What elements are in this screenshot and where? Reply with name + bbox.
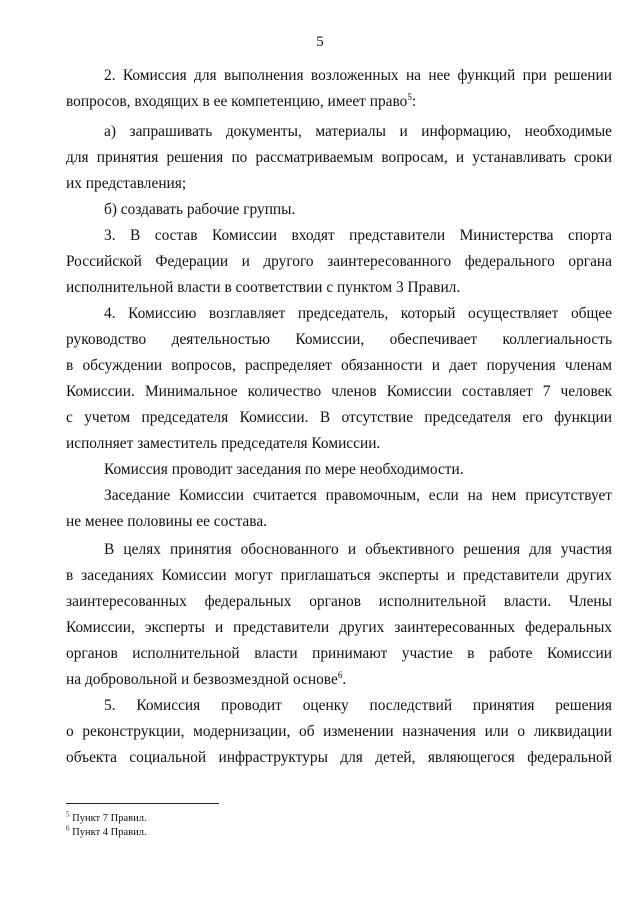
- paragraph-line: 3. В состав Комиссии входят представители Министерства спорта: [104, 227, 612, 244]
- paragraph-line: в обсуждении вопросов, распределяет обязанности и дает поручения членам: [66, 357, 612, 374]
- paragraph-line: их представления;: [66, 175, 187, 192]
- paragraph-line: о реконструкции, модернизации, об изменении назначения или о ликвидации: [66, 723, 612, 740]
- paragraph-line: б) создавать рабочие группы.: [104, 201, 296, 218]
- paragraph-line: Комиссии. Минимальное количество членов Комиссии составляет 7 человек: [66, 383, 612, 400]
- footnote: $^6$ Пункт 4 Правил.: [66, 824, 147, 838]
- paragraph-line: Заседание Комиссии считается правомочным, если на нем присутствует: [104, 487, 612, 504]
- footnote-mark: 5: [66, 810, 70, 819]
- paragraph-line: на добровольной и безвозмездной основе$^6$.: [66, 669, 347, 688]
- page-number: 5: [316, 34, 324, 50]
- footnote-separator: [66, 803, 219, 804]
- paragraph-line: для принятия решения по рассматриваемым вопросам, и устанавливать сроки: [66, 149, 612, 166]
- paragraph-line: руководство деятельностью Комиссии, обеспечивает коллегиальность: [66, 331, 612, 348]
- paragraph-line: Российской Федерации и другого заинтересованного федерального органа: [66, 253, 612, 270]
- footnote: $^5$ Пункт 7 Правил.: [66, 810, 147, 824]
- paragraph-line: с учетом председателя Комиссии. В отсутствие председателя его функции: [66, 409, 612, 426]
- paragraph-line: 2. Комиссия для выполнения возложенных на нее функций при решении: [104, 67, 612, 84]
- paragraph-line: 4. Комиссию возглавляет председатель, который осуществляет общее: [104, 305, 612, 322]
- paragraph-line: вопросов, входящих в ее компетенцию, имеет право$^5$:: [66, 91, 417, 110]
- paragraph-line: исполнительной власти в соответствии с пунктом 3 Правил.: [66, 279, 461, 296]
- paragraph-line: 5. Комиссия проводит оценку последствий принятия решения: [104, 697, 612, 714]
- paragraph-line: Комиссии, эксперты и представители других заинтересованных федеральных: [66, 619, 612, 636]
- paragraph-line: заинтересованных федеральных органов исполнительной власти. Члены: [66, 593, 612, 610]
- paragraph-line: В целях принятия обоснованного и объективного решения для участия: [104, 541, 612, 558]
- paragraph-line: органов исполнительной власти принимают участие в работе Комиссии: [66, 645, 612, 662]
- paragraph-line: а) запрашивать документы, материалы и информацию, необходимые: [104, 123, 612, 140]
- footnote-ref: 6: [337, 669, 343, 680]
- footnote-mark: 6: [66, 824, 70, 833]
- paragraph-line: объекта социальной инфраструктуры для детей, являющегося федеральной: [66, 749, 612, 766]
- paragraph-line: исполняет заместитель председателя Комиссии.: [66, 435, 381, 452]
- paragraph-line: в заседаниях Комиссии могут приглашаться эксперты и представители других: [66, 567, 612, 584]
- paragraph-line: не менее половины ее состава.: [66, 513, 268, 530]
- paragraph-line: Комиссия проводит заседания по мере необходимости.: [104, 461, 464, 478]
- footnote-ref: 5: [407, 91, 412, 102]
